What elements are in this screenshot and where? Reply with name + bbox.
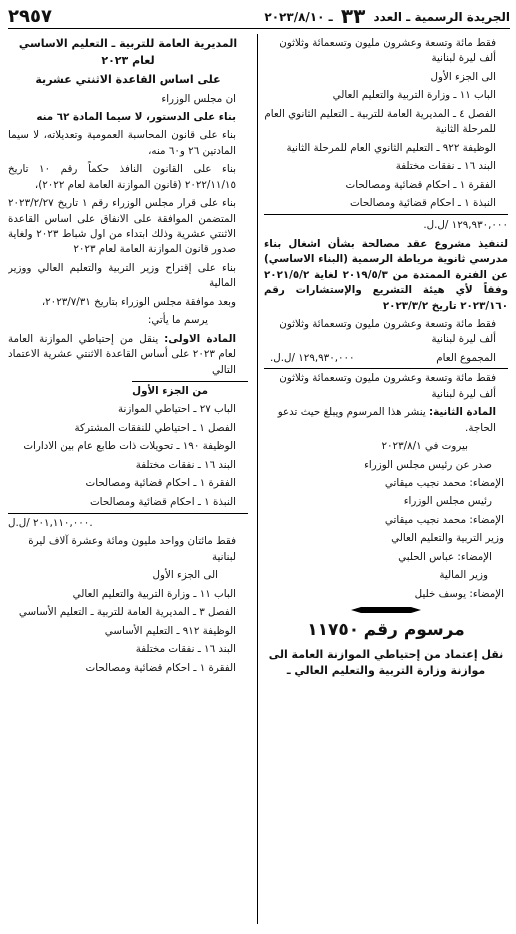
article-two-text: ينشر هذا المرسوم ويبلغ حيث تدعو الحاجة. [277, 406, 496, 434]
from-paragraph: الفقرة ١ ـ احكام قضائية ومصالحات [85, 477, 236, 490]
to-section: الفصل ٣ ـ المديرية العامة للتربية ـ التعليم الأساسي [18, 606, 236, 619]
transfer-amount-words: فقط مائتان وواحد مليون ومائة وعشرة آلاف ليرة لبنانية [28, 535, 236, 563]
recital-council-decision: بناء على قرار مجلس الوزراء رقم ١ تاريخ ٢٠٢٣/٢/٢٧ المتضمن الموافقة على الانفاق على اساس القاعدة الاثنتي عشرية وذلك ابتداء من اول شباط ٢٠٢٣ ولغاية صدور قانون الموازنة العامة لعام ٢٠٢٣ [8, 197, 237, 256]
recital-constitution: بناء على الدستور، لا سيما المادة ٦٢ منه [36, 110, 236, 123]
journal-header [264, 1, 510, 31]
from-function: الوظيفة ١٩٠ ـ تحويلات ذات طابع عام بين الادارات [23, 440, 236, 453]
recital-budget-law: بناء على القانون النافذ حكماً رقم ١٠ تاريخ ٢٠٢٢/١١/١٥ (قانون الموازنة العامة لعام ٢٠٢٢)، [8, 163, 237, 191]
recital-approval: وبعد موافقة مجلس الوزراء بتاريخ ٢٠٢٣/٧/٣١، [41, 295, 236, 308]
to-chapter: الباب ١١ ـ وزارة التربية والتعليم العالي [72, 587, 236, 600]
signer-title-3: وزير التربية والتعليم العالي [391, 532, 504, 545]
recital-accounting-law: بناء على قانون المحاسبة العمومية وتعديلاته، لا سيما المادتين ٢٦ و٦٠ منه، [8, 129, 236, 157]
to-item: البند ١٦ ـ نفقات مختلفة [135, 643, 236, 656]
basis-title: على اساس القاعدة الاثنتي عشرية [35, 73, 221, 86]
grand-total-value: ١٢٩,٩٣٠,٠٠٠ /ل.ل. [270, 351, 355, 364]
issue-number: ٣٣ [340, 4, 366, 28]
recital-proposal: بناء على إقتراح وزير التربية والتعليم العالي ووزير المالية [8, 261, 236, 290]
function-line: الوظيفة ٩٢٢ ـ التعليم الثانوي العام للمرحلة الثانية [286, 141, 496, 154]
amount-value: ١٢٩,٩٣٠,٠٠٠ /ل.ل. [264, 214, 508, 233]
issued-by: صدر عن رئيس مجلس الوزراء [364, 458, 492, 471]
paragraph-line: الفقرة ١ ـ احكام قضائية ومصالحات [345, 178, 496, 191]
from-section: الفصل ١ ـ احتياطي للنفقات المشتركة [74, 421, 236, 434]
transfer-amount: ٢٠١,١١٠,٠٠٠ /ل.ل. [8, 513, 248, 531]
item-line: البند ١٦ ـ نفقات مختلفة [395, 160, 496, 173]
article-two [264, 405, 508, 436]
from-chapter: الباب ٢٧ ـ احتياطي الموازنة [118, 403, 236, 416]
from-subparagraph: النبذة ١ ـ احكام قضائية ومصالحات [89, 495, 236, 508]
decree-label: مرسوم رقم [363, 620, 465, 640]
ornament-divider-icon [351, 606, 421, 614]
signature-1: الإمضاء: محمد نجيب ميقاتي [384, 476, 504, 489]
amount-in-words-3: فقط مائة وتسعة وعشرون مليون وتسعمائة وثلاثون ألف ليرة لبنانية [264, 368, 508, 402]
directorate-title: المديرية العامة للتربية ـ التعليم الاساسي لعام ٢٠٢٣ [18, 37, 238, 67]
decree-number: ١١٧٥٠ [307, 620, 360, 640]
to-part-left: الى الجزء الأول [152, 569, 218, 582]
article-two-label: المادة الثانية: [428, 406, 496, 419]
to-paragraph: الفقرة ١ ـ احكام قضائية ومصالحات [85, 661, 236, 674]
left-column [8, 36, 248, 924]
place-date: بيروت في ٢٠٢٣/٨/١ [381, 440, 468, 453]
right-column [264, 36, 508, 924]
signer-title-2: رئيس مجلس الوزراء [403, 495, 492, 508]
from-item: البند ١٦ ـ نفقات مختلفة [135, 458, 236, 471]
journal-name: الجريدة الرسمية ـ العدد [373, 10, 510, 24]
page-number: ٢٩٥٧ [8, 5, 52, 27]
page-header [8, 4, 510, 29]
subparagraph-line: النبذة ١ ـ احكام قضائية ومصالحات [349, 196, 496, 209]
column-divider [257, 34, 258, 924]
article-one [8, 332, 248, 378]
grand-total-row [264, 351, 508, 366]
chapter-line: الباب ١١ ـ وزارة التربية والتعليم العالي [332, 89, 496, 102]
council-intro: ان مجلس الوزراء [161, 92, 236, 105]
issue-date: ـ ٢٠٢٣/٨/١٠ [264, 10, 333, 24]
signer-title-4: وزير المالية [439, 569, 488, 582]
decrees-following: يرسم ما يأتي: [147, 314, 208, 327]
section-line: الفصل ٤ ـ المديرية العامة للتربية ـ التعليم الثانوي العام للمرحلة الثانية [264, 107, 496, 136]
signature-4: الإمضاء: يوسف خليل [414, 587, 504, 600]
signature-3: الإمضاء: عباس الحلبي [398, 550, 492, 563]
article-one-label: المادة الاولى: [164, 332, 236, 345]
amount-in-words: فقط مائة وتسعة وعشرون مليون وتسعمائة وثلاثون ألف ليرة لبنانية [279, 37, 496, 65]
from-part: من الجزء الأول [132, 381, 248, 399]
to-part: الى الجزء الأول [430, 70, 496, 83]
ornament-divider [264, 606, 508, 614]
amount-in-words-2: فقط مائة وتسعة وعشرون مليون وتسعمائة وثلاثون ألف ليرة لبنانية [279, 318, 496, 346]
signature-2: الإمضاء: محمد نجيب ميقاتي [384, 513, 504, 526]
purpose-text: لتنفيذ مشروع عقد مصالحة بشأن اشغال بناء مدرسي ثانوية مرياطة الرسمية (البناء الاساسي) عن الفترة الممتدة من ٢٠١٩/٥/٣ لغاية ٢٠٢١/٥/٢ وفقاً لأي هيئة التشريع والإستشارات رقم ٢٠٢٣/١٦٠ تاريخ ٢٠٢٣/٣/٢ [264, 237, 508, 312]
article-one-text: ينقل من إحتياطي الموازنة العامة لعام ٢٠٢٣ على أساس القاعدة الاثنتي عشرية الاعتماد التالي [8, 332, 236, 376]
decree-title: نقل إعتماد من إحتياطي الموازنة العامة الى موازنة وزارة التربية والتعليم العالي ـ [268, 647, 504, 677]
to-function: الوظيفة ٩١٢ ـ التعليم الأساسي [104, 624, 236, 637]
decree-heading [264, 618, 508, 644]
grand-total-label: المجموع العام [436, 351, 496, 364]
